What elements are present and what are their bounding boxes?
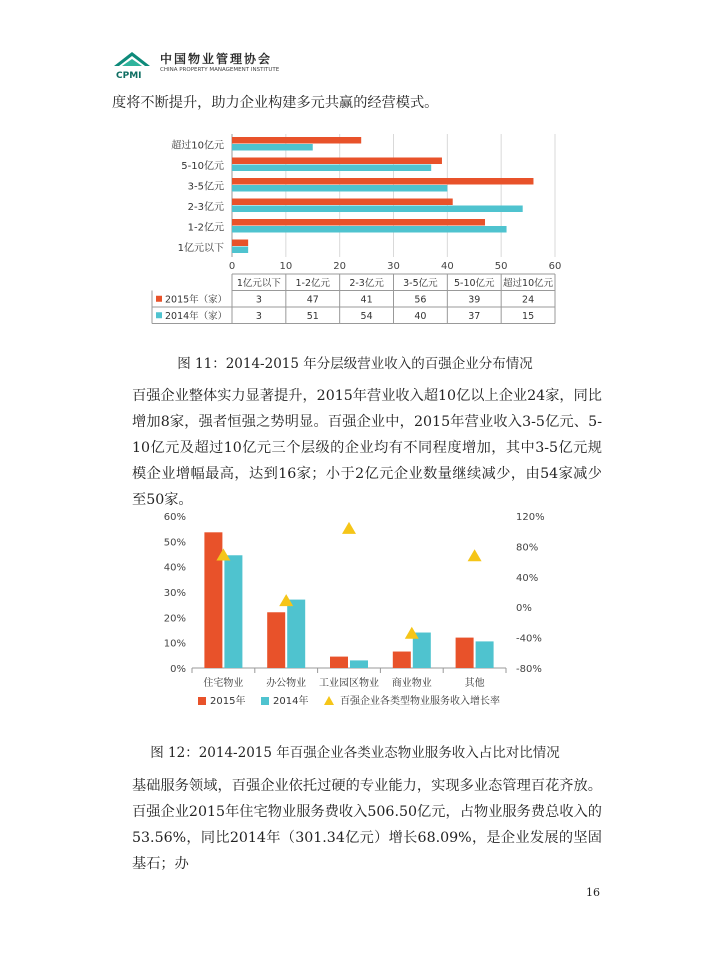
x-tick-label: 0 (228, 261, 236, 272)
category-label: 1亿元以下 (177, 242, 224, 254)
table-value: 24 (522, 294, 535, 306)
table-value: 54 (360, 311, 373, 322)
table-value: 47 (306, 294, 319, 306)
legend-swatch-2015 (198, 697, 206, 705)
y2-tick-label: 80% (516, 542, 539, 554)
legend-label: 百强企业各类型物业服务收入增长率 (340, 696, 500, 707)
y-tick-label: 0% (170, 664, 186, 675)
table-header: 3-5亿元 (403, 278, 438, 289)
x-tick-label: 60 (548, 261, 562, 272)
table-value: 15 (522, 311, 535, 322)
bar-2014 (232, 206, 523, 213)
chart-property-type-share (158, 508, 558, 720)
y2-tick-label: 40% (516, 572, 539, 584)
category-label: 其他 (464, 678, 485, 689)
table-value: 51 (306, 311, 319, 322)
y-tick-label: 30% (163, 588, 186, 599)
table-value: 41 (360, 294, 373, 306)
category-label: 住宅物业 (203, 678, 244, 689)
chart-revenue-tier-distribution (150, 128, 590, 340)
y2-tick-label: -40% (516, 633, 542, 645)
growth-marker (468, 549, 482, 561)
bar-2014 (232, 165, 431, 172)
figure-caption-11: 图 11：2014-2015 年分层级营业收入的百强企业分布情况 (177, 356, 533, 372)
bar-2015 (232, 240, 248, 247)
category-label: 3-5亿元 (187, 181, 224, 193)
y2-tick-label: 0% (516, 603, 532, 615)
bar-2014 (350, 660, 368, 668)
bar-2014 (232, 144, 313, 151)
y-tick-label: 50% (163, 537, 186, 549)
y-tick-label: 40% (163, 562, 186, 574)
bar-2014 (476, 641, 494, 668)
table-value: 40 (414, 311, 427, 322)
header-logo (112, 50, 312, 82)
table-value: 56 (414, 294, 427, 306)
figure-caption-12: 图 12：2014-2015 年百强企业各类业态物业服务收入占比对比情况 (150, 745, 560, 761)
y-tick-label: 10% (163, 638, 186, 650)
table-header: 1亿元以下 (236, 278, 281, 289)
bar-2014 (232, 185, 447, 192)
y2-tick-label: 120% (516, 512, 545, 523)
logo-abbr: CPMI (116, 71, 142, 81)
table-value: 39 (468, 294, 481, 306)
bar-2015 (456, 638, 474, 668)
table-header: 5-10亿元 (453, 278, 495, 289)
bar-2015 (232, 219, 485, 226)
y2-tick-label: -80% (516, 664, 542, 675)
bar-2015 (393, 652, 411, 668)
growth-marker (342, 522, 356, 534)
table-header: 2-3亿元 (349, 278, 384, 289)
bar-2014 (232, 247, 248, 254)
bar-2015 (330, 657, 348, 668)
bar-2015 (232, 178, 533, 185)
category-label: 2-3亿元 (187, 201, 224, 213)
org-name-en: CHINA PROPERTY MANAGEMENT INSTITUTE (160, 67, 280, 73)
x-tick-label: 30 (387, 261, 400, 272)
org-name-cn: 中国物业管理协会 (160, 52, 273, 66)
category-label: 超过10亿元 (171, 140, 224, 152)
table-value: 3 (255, 294, 262, 306)
legend-swatch-2014 (156, 312, 162, 318)
bar-2015 (232, 137, 361, 144)
legend-swatch-2015 (156, 296, 162, 302)
bar-2014 (287, 600, 305, 668)
paragraph-basic-services: 基础服务领域，百强企业依托过硬的专业能力，实现多业态管理百花齐放。百强企业2015年住宅物业服务费收入506.50亿元，占物业服务费总收入的53.56%，同比2014年（301.34亿元）增长68.09%，是企业发展的坚固基石；办 (132, 778, 602, 872)
legend-swatch-2014 (261, 697, 269, 705)
bar-2014 (224, 555, 242, 668)
bar-2015 (204, 532, 222, 668)
legend-label: 2014年 (273, 696, 309, 707)
page-number: 16 (586, 886, 600, 899)
category-label: 5-10亿元 (181, 160, 224, 172)
category-label: 商业物业 (391, 678, 432, 689)
y-tick-label: 60% (163, 512, 186, 523)
x-tick-label: 10 (279, 261, 293, 272)
bar-2015 (267, 612, 285, 668)
legend-label: 2015年（家） (165, 294, 228, 306)
legend-label: 2015年 (210, 696, 246, 707)
x-tick-label: 20 (333, 261, 347, 272)
y-tick-label: 20% (163, 613, 186, 625)
x-tick-label: 50 (494, 261, 508, 272)
table-header: 1-2亿元 (295, 278, 331, 289)
paragraph-revenue-strength: 百强企业整体实力显著提升，2015年营业收入超10亿以上企业24家，同比增加8家，强者恒强之势明显。百强企业中，2015年营业收入3-5亿元、5-10亿元及超过10亿元三个层级的企业均有不同程度增加，其中3-5亿元规模企业增幅最高，达到16家；小于2亿元企业数量继续减少，由54家减少至50家。 (132, 388, 602, 508)
bar-2015 (232, 158, 442, 165)
bar-2014 (232, 226, 507, 233)
category-label: 工业园区物业 (319, 678, 379, 689)
bar-2015 (232, 199, 453, 206)
paragraph-intro: 度将不断提升，助力企业构建多元共赢的经营模式。 (112, 95, 439, 111)
category-label: 办公物业 (266, 678, 307, 689)
table-header: 超过10亿元 (503, 278, 554, 289)
legend-label: 2014年（家） (165, 311, 228, 322)
legend-swatch-growth (324, 696, 334, 705)
category-label: 1-2亿元 (187, 222, 224, 234)
table-value: 3 (255, 311, 262, 322)
cpmi-logo-icon (112, 50, 158, 82)
x-tick-label: 40 (440, 261, 454, 272)
table-value: 37 (468, 311, 481, 322)
